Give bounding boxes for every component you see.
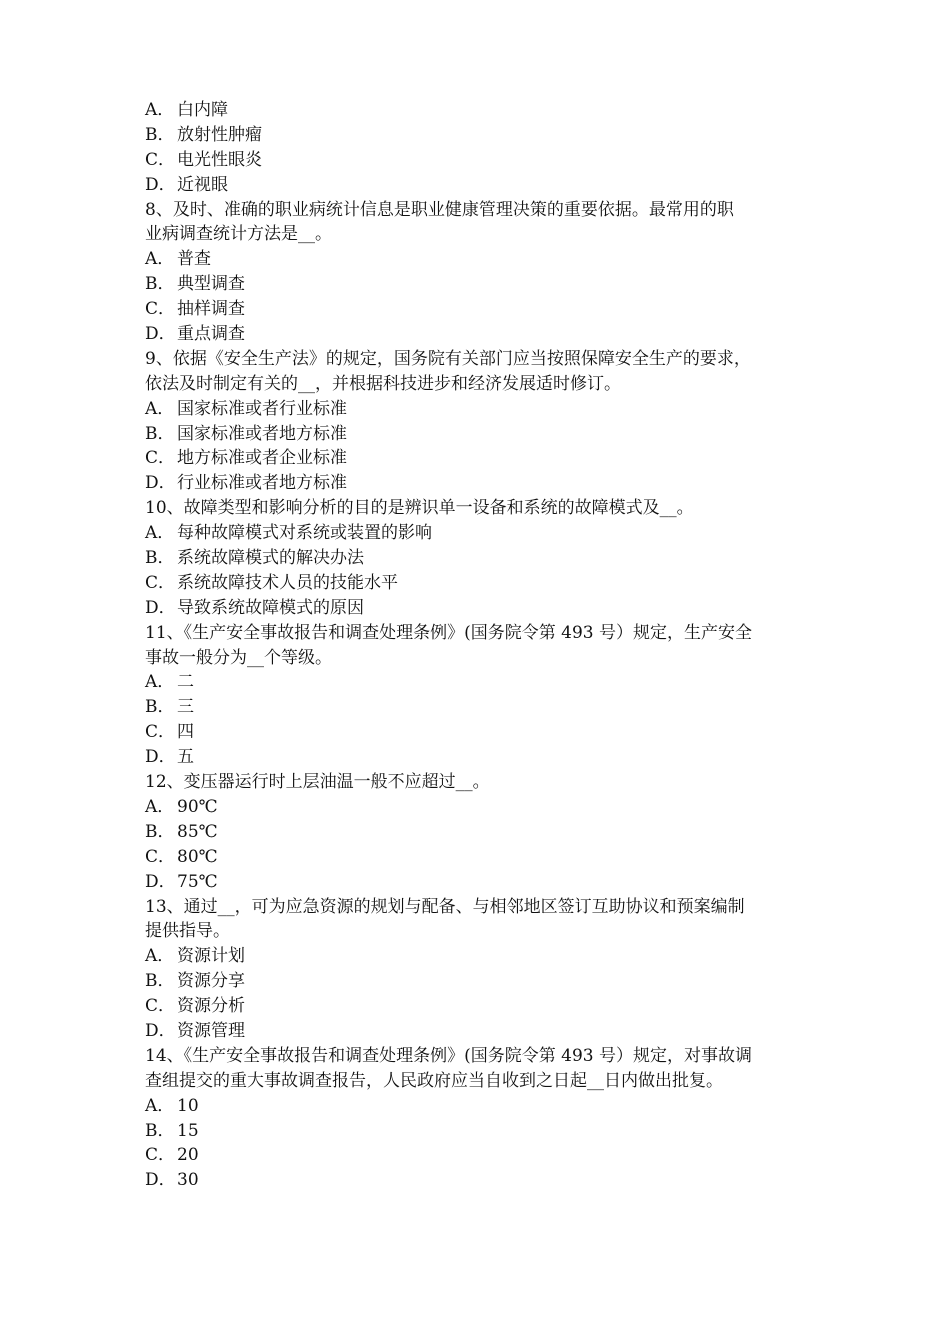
answer-option bbox=[145, 521, 815, 546]
option-text: 抽样调查 bbox=[177, 299, 245, 320]
answer-option bbox=[145, 247, 815, 272]
option-text: 白内障 bbox=[177, 100, 228, 120]
option-text: 资源分析 bbox=[177, 996, 245, 1017]
option-letter: A． bbox=[145, 672, 175, 693]
option-letter: C． bbox=[145, 1145, 176, 1166]
option-letter: B． bbox=[145, 423, 175, 444]
option-text: 放射性肿瘤 bbox=[177, 124, 262, 145]
option-letter: A． bbox=[145, 523, 175, 544]
option-letter: A． bbox=[145, 398, 175, 419]
answer-option bbox=[145, 1168, 815, 1193]
question-stem bbox=[145, 621, 815, 671]
option-letter: D． bbox=[145, 597, 176, 618]
option-text: 90℃ bbox=[177, 796, 218, 817]
answer-option bbox=[145, 1119, 815, 1144]
question-text-line: 14、《生产安全事故报告和调查处理条例》(国务院令第 493 号）规定，对事故调 bbox=[145, 1045, 753, 1066]
option-text: 系统故障技术人员的技能水平 bbox=[177, 572, 398, 593]
option-letter: A． bbox=[145, 796, 175, 817]
option-letter: C． bbox=[145, 722, 176, 743]
answer-option bbox=[145, 322, 815, 347]
option-text: 典型调查 bbox=[177, 274, 245, 295]
option-letter: C． bbox=[145, 572, 176, 593]
answer-option bbox=[145, 123, 815, 148]
option-text: 系统故障模式的解决办法 bbox=[177, 548, 364, 569]
answer-option bbox=[145, 695, 815, 720]
option-text: 15 bbox=[177, 1120, 199, 1141]
answer-option bbox=[145, 944, 815, 969]
answer-option bbox=[145, 546, 815, 571]
option-letter: B． bbox=[145, 274, 175, 295]
question-text-line: 11、《生产安全事故报告和调查处理条例》(国务院令第 493 号）规定，生产安全 bbox=[145, 622, 753, 643]
option-letter: B． bbox=[145, 124, 175, 145]
answer-option bbox=[145, 98, 815, 123]
option-text: 10 bbox=[177, 1095, 199, 1116]
answer-option bbox=[145, 422, 815, 447]
question-stem bbox=[145, 198, 815, 248]
option-letter: B． bbox=[145, 697, 175, 718]
option-letter: A． bbox=[145, 946, 175, 967]
option-text: 国家标准或者地方标准 bbox=[177, 423, 347, 444]
option-letter: C． bbox=[145, 448, 176, 469]
answer-option bbox=[145, 596, 815, 621]
answer-option bbox=[145, 820, 815, 845]
question-text-line: 提供指导。 bbox=[145, 921, 230, 942]
option-text: 电光性眼炎 bbox=[177, 149, 262, 170]
option-letter: B． bbox=[145, 971, 175, 992]
answer-option bbox=[145, 845, 815, 870]
question-stem bbox=[145, 895, 815, 945]
answer-option bbox=[145, 297, 815, 322]
option-letter: D． bbox=[145, 1170, 176, 1191]
option-text: 行业标准或者地方标准 bbox=[177, 473, 347, 494]
option-letter: A． bbox=[145, 1095, 175, 1116]
answer-option bbox=[145, 795, 815, 820]
question-text-line: 13、通过__，可为应急资源的规划与配备、与相邻地区签订互助协议和预案编制 bbox=[145, 896, 745, 917]
question-stem bbox=[145, 1044, 815, 1094]
option-letter: D． bbox=[145, 324, 176, 345]
answer-option bbox=[145, 446, 815, 471]
question-list bbox=[145, 98, 815, 1193]
option-text: 30 bbox=[177, 1170, 199, 1191]
answer-option bbox=[145, 272, 815, 297]
option-letter: D． bbox=[145, 473, 176, 494]
answer-option bbox=[145, 1019, 815, 1044]
option-text: 普查 bbox=[177, 249, 211, 270]
answer-option bbox=[145, 1094, 815, 1119]
option-text: 国家标准或者行业标准 bbox=[177, 398, 347, 419]
option-text: 四 bbox=[177, 722, 194, 743]
option-letter: C． bbox=[145, 149, 176, 170]
answer-option bbox=[145, 471, 815, 496]
option-text: 每种故障模式对系统或装置的影响 bbox=[177, 523, 432, 544]
answer-option bbox=[145, 1143, 815, 1168]
option-text: 导致系统故障模式的原因 bbox=[177, 597, 364, 618]
question-text-line: 事故一般分为__个等级。 bbox=[145, 647, 332, 668]
answer-option bbox=[145, 173, 815, 198]
option-text: 三 bbox=[177, 697, 194, 718]
question-text-line: 10、故障类型和影响分析的目的是辨识单一设备和系统的故障模式及__。 bbox=[145, 498, 694, 519]
answer-option bbox=[145, 670, 815, 695]
option-text: 资源管理 bbox=[177, 1020, 245, 1041]
option-letter: B． bbox=[145, 821, 175, 842]
option-letter: B． bbox=[145, 548, 175, 569]
option-letter: C． bbox=[145, 299, 176, 320]
question-text-line: 依法及时制定有关的__，并根据科技进步和经济发展适时修订。 bbox=[145, 373, 621, 394]
option-text: 资源计划 bbox=[177, 946, 245, 967]
option-text: 二 bbox=[177, 672, 194, 693]
option-text: 80℃ bbox=[177, 846, 218, 867]
option-text: 20 bbox=[177, 1145, 199, 1166]
option-text: 近视眼 bbox=[177, 174, 228, 195]
answer-option bbox=[145, 994, 815, 1019]
question-text-line: 12、变压器运行时上层油温一般不应超过__。 bbox=[145, 772, 490, 793]
option-text: 重点调查 bbox=[177, 324, 245, 345]
answer-option bbox=[145, 870, 815, 895]
option-letter: B． bbox=[145, 1120, 175, 1141]
option-letter: C． bbox=[145, 846, 176, 867]
question-text-line: 8、及时、准确的职业病统计信息是职业健康管理决策的重要依据。最常用的职 bbox=[145, 199, 734, 220]
question-stem bbox=[145, 496, 815, 521]
option-text: 75℃ bbox=[177, 871, 218, 892]
option-letter: D． bbox=[145, 871, 176, 892]
answer-option bbox=[145, 571, 815, 596]
answer-option bbox=[145, 148, 815, 173]
option-text: 五 bbox=[177, 747, 194, 768]
answer-option bbox=[145, 969, 815, 994]
option-text: 资源分享 bbox=[177, 971, 245, 992]
option-letter: A． bbox=[145, 249, 175, 270]
question-text-line: 查组提交的重大事故调查报告，人民政府应当自收到之日起__日内做出批复。 bbox=[145, 1070, 723, 1091]
option-text: 地方标准或者企业标准 bbox=[177, 448, 347, 469]
question-stem bbox=[145, 770, 815, 795]
option-text: 85℃ bbox=[177, 821, 218, 842]
answer-option bbox=[145, 720, 815, 745]
answer-option bbox=[145, 397, 815, 422]
question-text-line: 业病调查统计方法是__。 bbox=[145, 224, 332, 245]
question-stem bbox=[145, 347, 815, 397]
option-letter: D． bbox=[145, 1020, 176, 1041]
question-text-line: 9、依据《安全生产法》的规定，国务院有关部门应当按照保障安全生产的要求， bbox=[145, 348, 751, 369]
answer-option bbox=[145, 745, 815, 770]
option-letter: C． bbox=[145, 996, 176, 1017]
option-letter: A． bbox=[145, 100, 175, 120]
option-letter: D． bbox=[145, 747, 176, 768]
option-letter: D． bbox=[145, 174, 176, 195]
